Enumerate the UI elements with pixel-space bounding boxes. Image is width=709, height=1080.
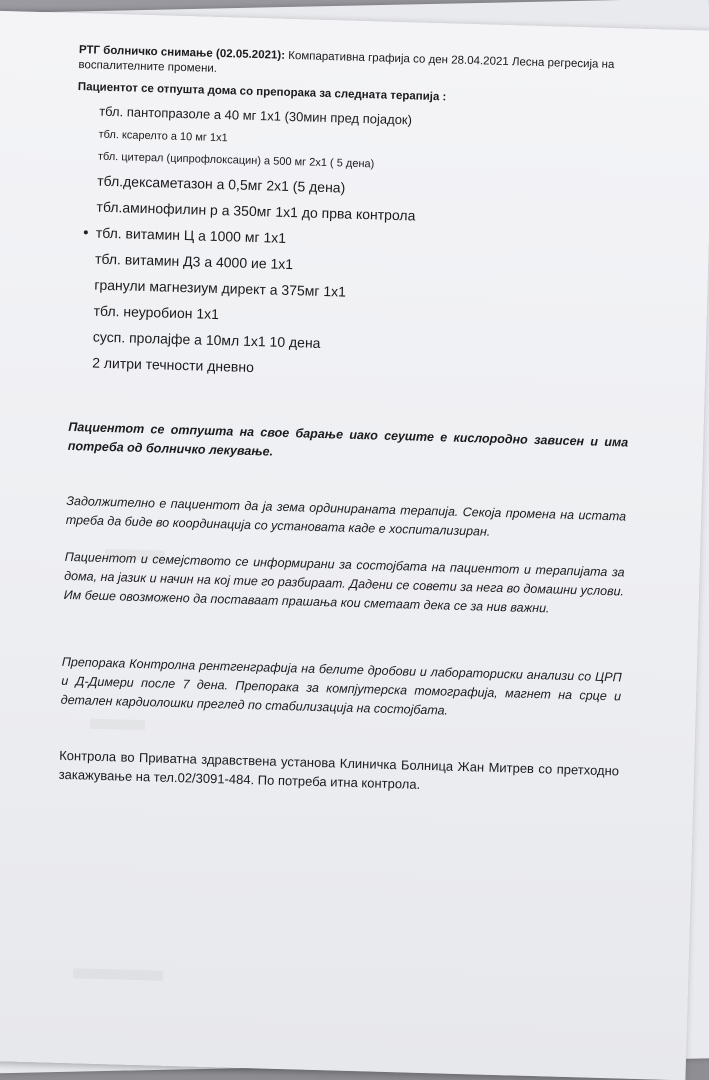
xray-text: Компаративна графија со ден 28.04.2021 Лесна регресија на воспалителните промени.: [78, 49, 615, 75]
document-sheet: [0, 10, 709, 1080]
therapy-item-text: тбл. витамин Ц а 1000 мг 1х1: [95, 224, 287, 246]
show-through-mark: [73, 968, 163, 981]
bullet-dot: [84, 230, 88, 234]
mandatory-therapy-paragraph: Задолжително е пациентот да ја зема ординираната терапија. Секоја промена на истата треба да биде во координација со установата каде е хоспитализиран.: [65, 493, 627, 539]
therapy-item: тбл. цитерал (ципрофлоксацин) а 500 мг 2х1 ( 5 дена): [97, 150, 375, 171]
therapy-item: тбл. неуробион 1х1: [93, 302, 220, 323]
discharge-paragraph: Пациентот се отпушта на свое барање иако сеуште е кислородно зависен и има потреба од болничко лекување.: [67, 419, 629, 459]
therapy-title: Пациентот се отпушта дома со препорака за следната терапија :: [77, 81, 447, 104]
therapy-item: гранули магнезиум директ а 375мг 1х1: [94, 276, 347, 300]
therapy-item: тбл.дексаметазон а 0,5мг 2х1 (5 дена): [97, 172, 346, 196]
therapy-item: 2 литри течности дневно: [91, 354, 255, 376]
xray-section: [78, 43, 639, 89]
therapy-item: [96, 225, 634, 256]
therapy-item: сусп. пролајфе а 10мл 1х1 10 дена: [92, 328, 321, 351]
control-paragraph: Контрола во Приватна здравствена установа Клиничка Болница Жан Митрев со претходно закажување на тел.02/3091-484. По потреба итна контрола.: [58, 747, 620, 792]
therapy-item: тбл. ксарелто а 10 мг 1х1: [98, 128, 228, 145]
informed-paragraph: Пациентот и семејството се информирани за состојбата на пациентот и терапијата за дома, на јазик и начин на кој тие го разбираат. Дадени се совети за нега во домашни услови. Им беше овозможено да поставаат прашања кои сметаат дека се за нив важни.: [63, 549, 625, 616]
therapy-list: [70, 103, 637, 386]
document-content: [58, 43, 638, 799]
therapy-item: тбл.аминофилин р а 350мг 1х1 до прва контрола: [96, 198, 416, 224]
therapy-item: тбл. витамин Д3 а 4000 ие 1х1: [94, 250, 294, 273]
recommendation-paragraph: Препорака Контролна рентгенграфија на белите дробови и лабораториски анализи со ЦРП и Д-Димери после 7 дена. Препорака за компјутерска томографија, магнет на срце и детален кардиолошки преглед по стабилизација на состојбата.: [60, 654, 622, 718]
therapy-item: тбл. пантопразоле а 40 мг 1х1 (30мин пред појадок): [99, 103, 413, 128]
xray-label: РТГ болничко снимање (02.05.2021):: [78, 44, 286, 62]
